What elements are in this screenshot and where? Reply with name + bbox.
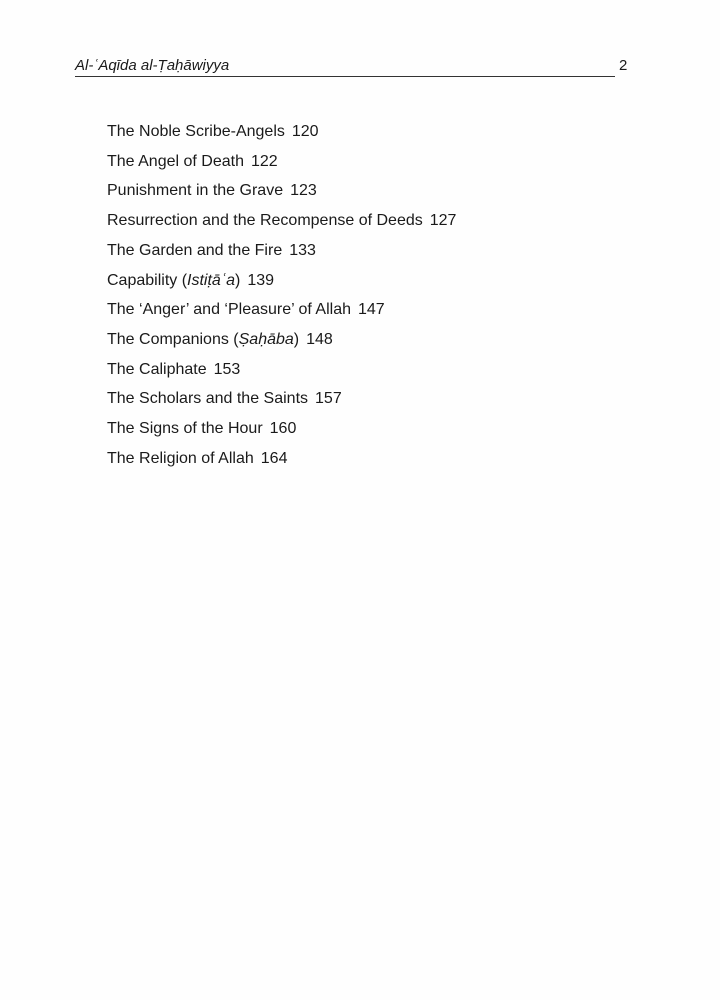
toc-entry-page: 133 [289, 241, 316, 259]
toc-entry-title-end: ) [293, 330, 300, 348]
toc-entry-title: The Caliphate [107, 360, 207, 378]
toc-entry-page: 160 [269, 420, 297, 438]
toc-entry [107, 384, 456, 414]
toc-entry-title: The Angel of Death [107, 152, 244, 170]
toc-entry-title: The Scholars and the Saints [107, 390, 309, 408]
running-header [75, 56, 615, 77]
toc-entry-page: 157 [315, 390, 342, 408]
toc-entry-page: 139 [247, 271, 275, 289]
toc-entry [107, 176, 456, 206]
toc-entry-page: 164 [260, 449, 288, 467]
toc-entry-page: 147 [358, 301, 385, 319]
toc-entry-italic-term: Ṣaḥāba [238, 330, 294, 348]
toc-entry-page: 122 [250, 152, 278, 170]
toc-entry-title: The Noble Scribe-Angels [107, 123, 285, 140]
toc-entry-page: 153 [213, 360, 241, 378]
toc-entry [107, 325, 456, 355]
toc-entry [107, 444, 456, 474]
toc-entry [107, 414, 456, 444]
toc-entry [107, 355, 456, 385]
toc-entry [107, 206, 456, 236]
toc-entry [107, 295, 456, 325]
toc-entry-title: The Religion of Allah [107, 449, 254, 467]
toc-entry-title: Punishment in the Grave [107, 182, 284, 200]
toc-entry [107, 147, 456, 177]
toc-entry-title: The Garden and the Fire [107, 241, 283, 259]
toc-entry-title: Capability ( [107, 271, 188, 289]
toc-entry-title-end: ) [235, 271, 241, 289]
toc-entry-title: The ‘Anger’ and ‘Pleasure’ of Allah [107, 301, 351, 319]
toc-entry [107, 236, 456, 266]
table-of-contents [107, 117, 456, 473]
toc-entry [107, 117, 456, 147]
page-number: 2 [619, 57, 628, 74]
toc-entry-page: 120 [291, 123, 319, 140]
running-title: Al-ʿAqīda al-Ṭaḥāwiyya [75, 57, 230, 74]
toc-entry-title: The Companions ( [107, 330, 239, 348]
toc-entry-title: The Signs of the Hour [107, 420, 263, 438]
toc-entry-page: 148 [306, 330, 333, 348]
toc-entry-italic-term: Istiṭāʿa [187, 271, 236, 289]
toc-entry-page: 127 [429, 212, 457, 230]
toc-entry [107, 266, 456, 296]
toc-entry-title: Resurrection and the Recompense of Deeds [107, 212, 423, 230]
toc-entry-page: 123 [290, 182, 317, 200]
